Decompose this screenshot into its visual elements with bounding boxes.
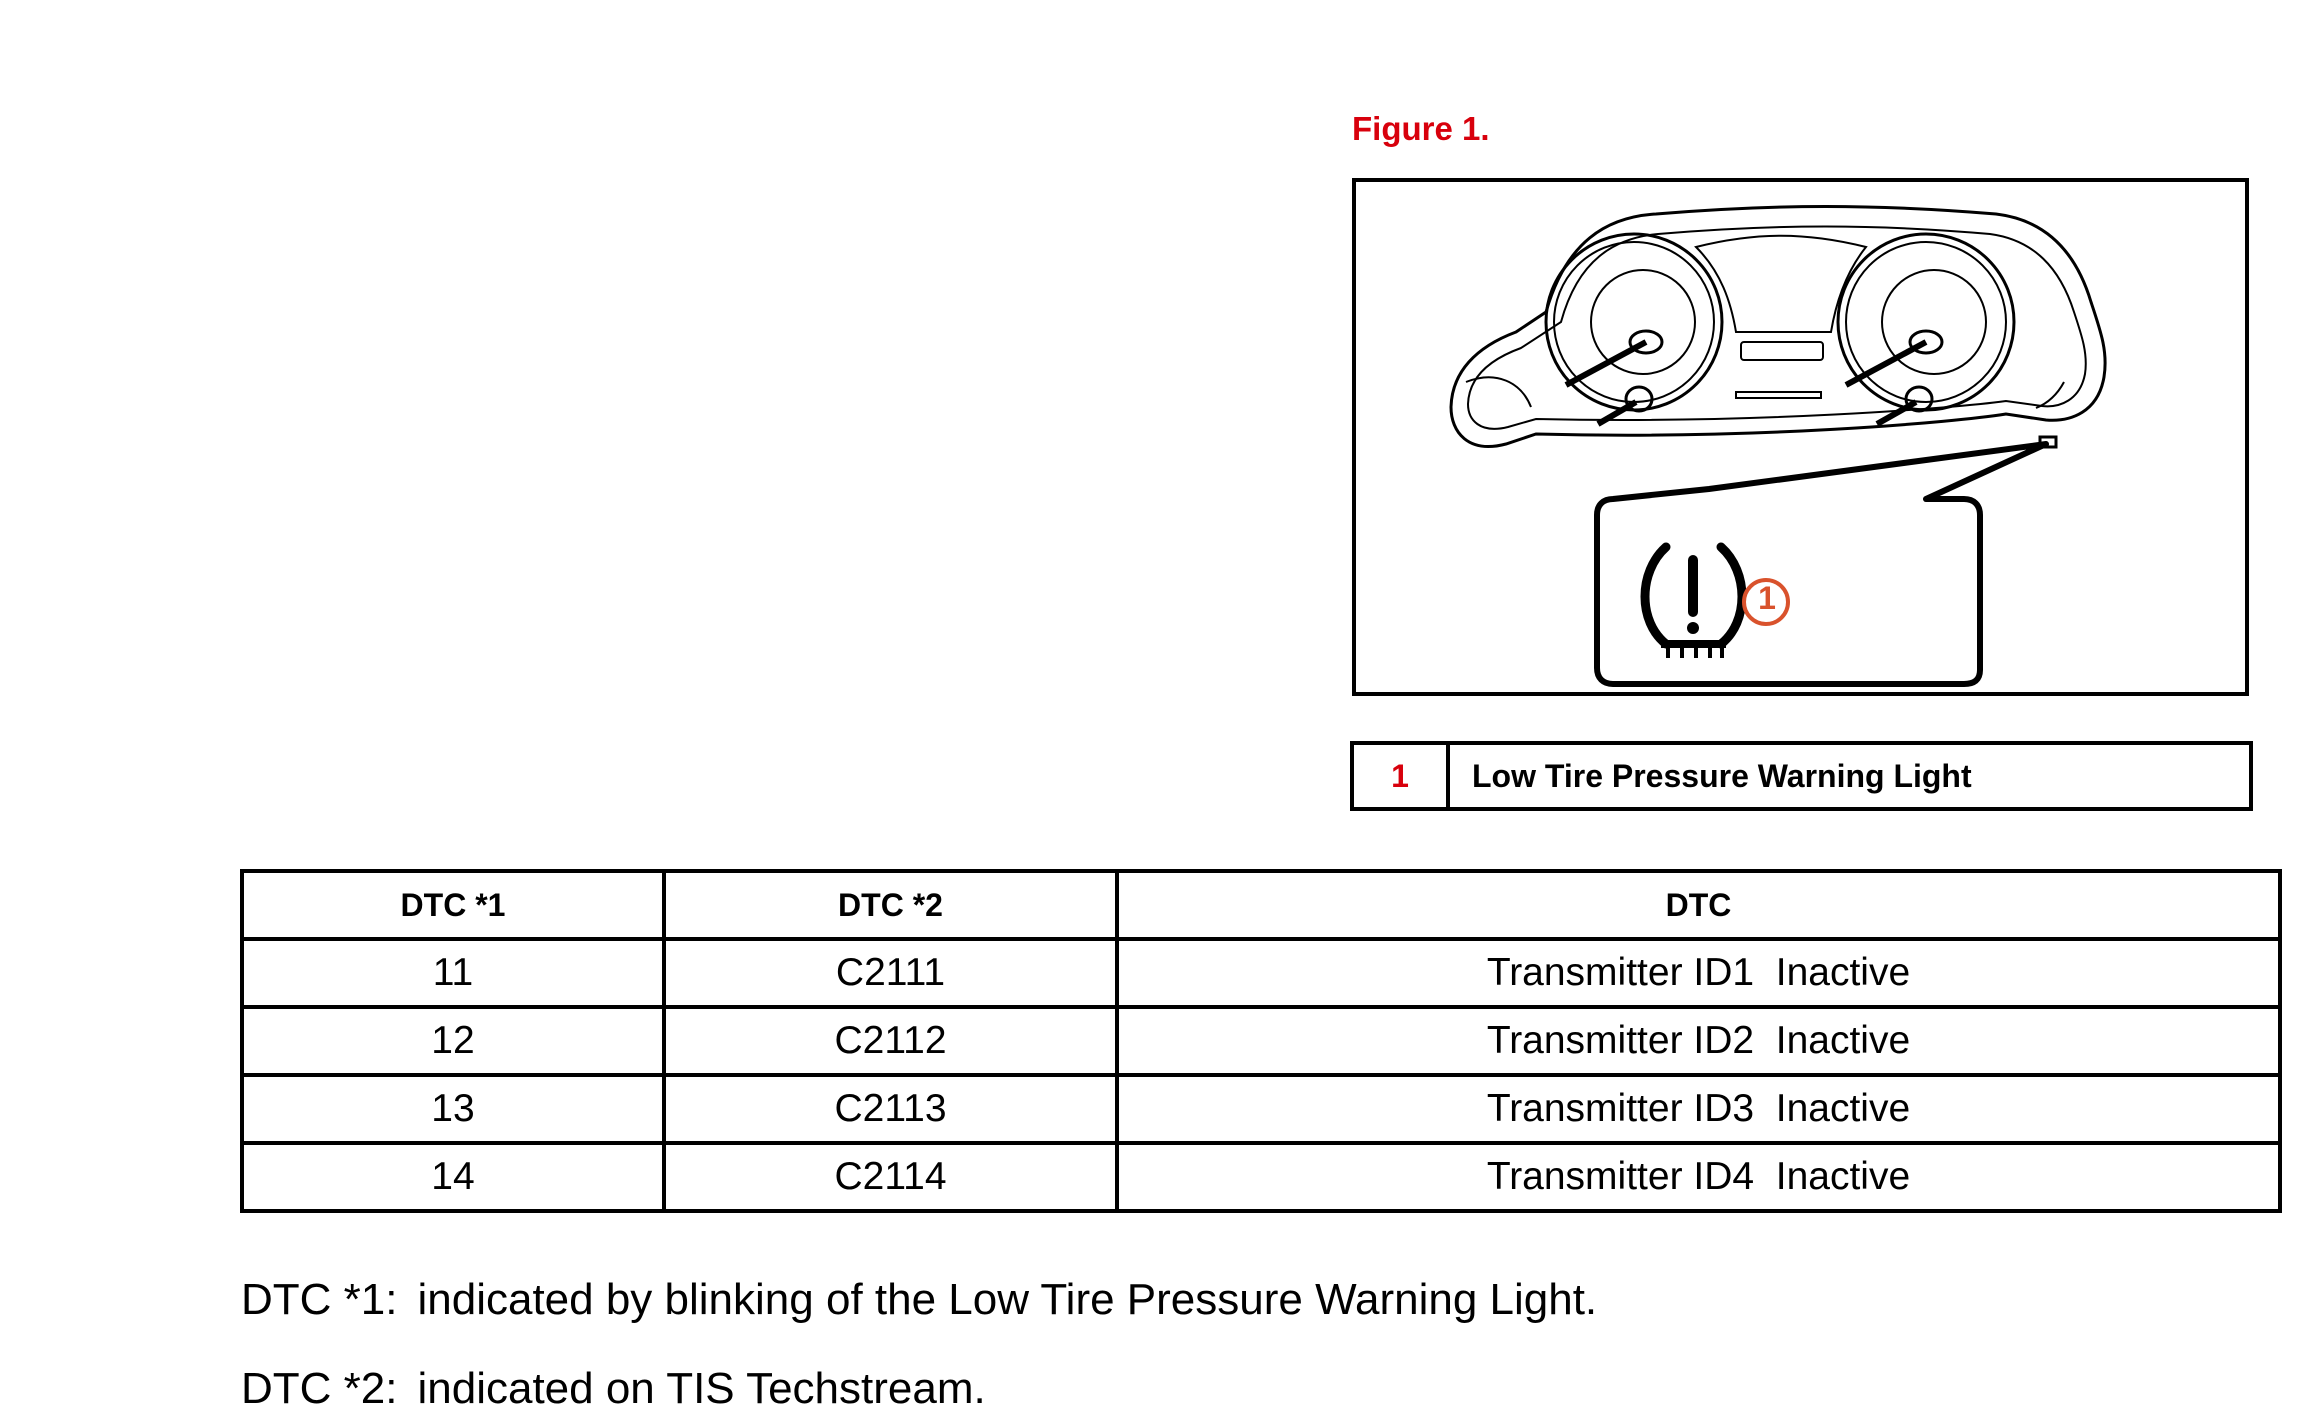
table-row [242,1143,2280,1211]
cell-dtc2: C2113 [664,1075,1117,1143]
instrument-cluster-illustration [1451,207,2105,448]
cell-description: Transmitter ID3 Inactive [1117,1075,2280,1143]
cell-dtc1: 14 [242,1143,664,1211]
figure-illustration [1352,178,2249,696]
cell-dtc2: C2112 [664,1007,1117,1075]
cell-dtc2: C2111 [664,939,1117,1007]
cell-dtc1: 12 [242,1007,664,1075]
header-dtc2: DTC *2 [664,871,1117,939]
footnote-text: indicated on TIS Techstream. [417,1364,986,1413]
header-dtc1: DTC *1 [242,871,664,939]
figure-title: Figure 1. [1352,110,1490,147]
legend-label: Low Tire Pressure Warning Light [1472,757,1972,794]
cell-description: Transmitter ID2 Inactive [1117,1007,2280,1075]
legend-number: 1 [1354,745,1450,807]
callout-number: 1 [1758,580,1776,616]
tire-pressure-warning-icon [1597,444,2046,684]
table-row [242,1075,2280,1143]
cell-dtc1: 11 [242,939,664,1007]
footnote-label: DTC *1: [241,1275,398,1324]
legend-table [1350,741,2253,811]
footnote-label: DTC *2: [241,1364,398,1413]
cell-dtc1: 13 [242,1075,664,1143]
footnote-2 [241,1364,986,1414]
table-row [242,1007,2280,1075]
cell-description: Transmitter ID1 Inactive [1117,939,2280,1007]
dtc-table [240,869,2282,1213]
cell-description: Transmitter ID4 Inactive [1117,1143,2280,1211]
table-header-row [242,871,2280,939]
header-dtc: DTC [1117,871,2280,939]
cell-dtc2: C2114 [664,1143,1117,1211]
footnote-text: indicated by blinking of the Low Tire Pressure Warning Light. [417,1275,1598,1324]
table-row [242,939,2280,1007]
footnote-1 [241,1275,1597,1325]
